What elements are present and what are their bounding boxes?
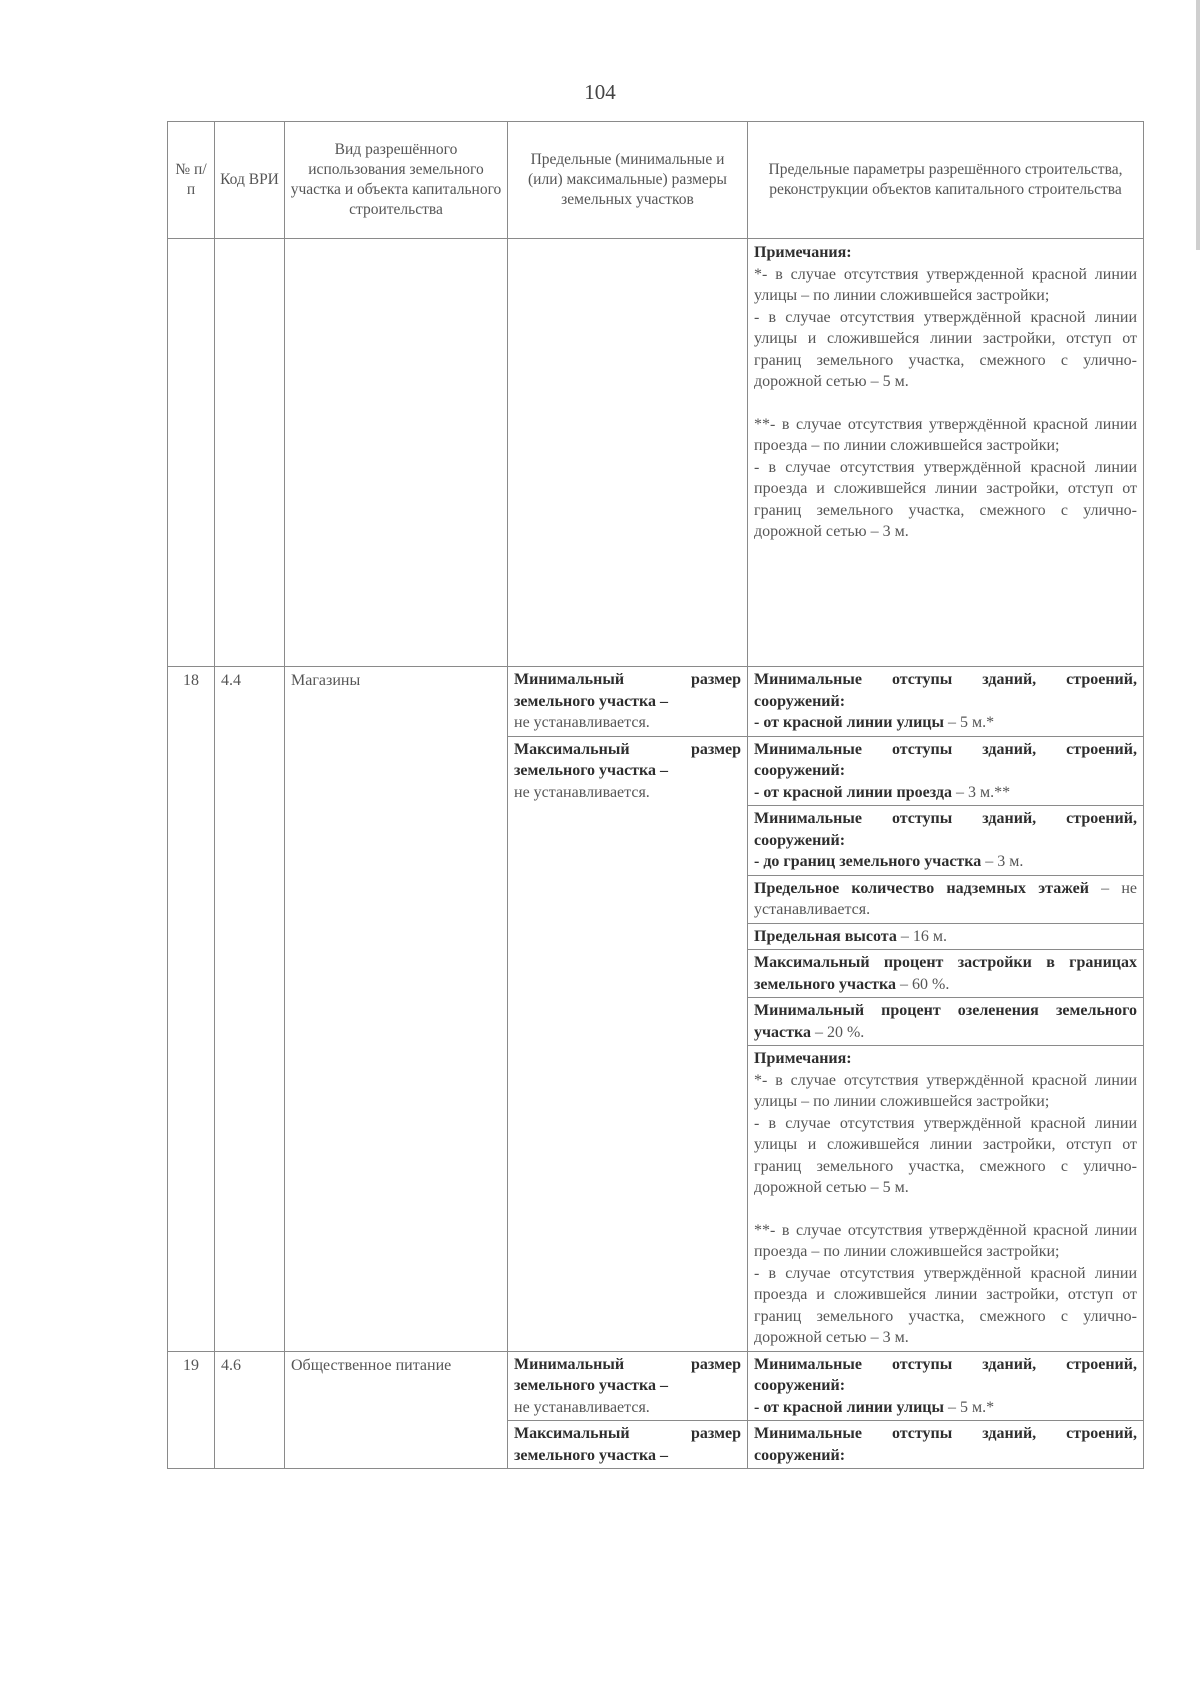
param-value: – 16 м.: [896, 927, 947, 945]
param-value: – 5 м.*: [944, 714, 995, 731]
regulations-table: [167, 121, 1144, 1469]
param-label: Максимальный процент застройки в границах земельного участка: [754, 954, 1137, 993]
row-params: [748, 667, 1144, 1352]
param-label: Минимальные отступы зданий, строений, сооружений:: [754, 1355, 1137, 1394]
note-line: *- в случае отсутствия утвержденной красной линии улицы – по линии сложившейся застройки;: [754, 265, 1137, 304]
param-cell: [748, 737, 1143, 807]
header-num: № п/п: [168, 122, 215, 239]
param-label: Минимальные отступы зданий, строений, сооружений:: [754, 740, 1137, 779]
max-size-value: не устанавливается.: [514, 783, 650, 801]
param-sub: - от красной линии улицы: [754, 714, 944, 731]
header-type: Вид разрешённого использования земельного участка и объекта капитального строительства: [285, 122, 508, 239]
header-code: Код ВРИ: [215, 122, 285, 239]
row-type: Магазины: [285, 667, 508, 1352]
param-cell: [748, 876, 1143, 924]
min-size-cell: [508, 667, 747, 737]
notes-title: Примечания:: [754, 244, 852, 261]
min-size-value: не устанавливается.: [514, 714, 650, 731]
header-params: Предельные параметры разрешённого строительства, реконструкции объектов капитального строительства: [748, 122, 1144, 239]
param-value: – 3 м.**: [951, 783, 1011, 801]
row-sizes: [508, 667, 748, 1352]
min-size-value: не устанавливается.: [514, 1398, 650, 1416]
max-size-cell: [508, 1421, 747, 1468]
param-cell: [748, 806, 1143, 876]
continuation-notes: [748, 239, 1144, 667]
param-value: – 60 %.: [896, 975, 950, 993]
row-sizes: [508, 1351, 748, 1469]
note-line: - в случае отсутствия утверждённой красной линии проезда и сложившейся линии застройки, отступ от границ земельного участка, смежного с улично-дорожной сетью – 3 м.: [754, 458, 1137, 540]
table-row-18: [168, 667, 1144, 1352]
row-num: 19: [168, 1351, 215, 1469]
note-line: - в случае отсутствия утверждённой красной линии улицы и сложившейся линии застройки, отступ от границ земельного участка, смежного с улично-дорожной сетью – 5 м.: [754, 1114, 1137, 1196]
param-sub: - от красной линии проезда: [754, 783, 952, 801]
table-row-19: [168, 1351, 1144, 1469]
param-sub: - от красной линии улицы: [754, 1398, 944, 1416]
param-cell: [748, 667, 1143, 737]
header-row: [168, 122, 1144, 239]
header-sizes: Предельные (минимальные и (или) максимальные) размеры земельных участков: [508, 122, 748, 239]
table-row-continuation: [168, 239, 1144, 667]
note-line: - в случае отсутствия утверждённой красной линии улицы и сложившейся линии застройки, отступ от границ земельного участка, смежного с улично-дорожной сетью – 5 м.: [754, 308, 1137, 390]
note-line: **- в случае отсутствия утверждённой красной линии проезда – по линии сложившейся застройки;: [754, 415, 1137, 454]
param-sub: - до границ земельного участка: [754, 853, 982, 870]
param-cell: [748, 998, 1143, 1046]
min-size-cell: [508, 1352, 747, 1422]
scan-edge-mark: [1196, 0, 1200, 250]
param-label: Предельная высота: [754, 927, 897, 945]
max-size-cell: [508, 737, 747, 806]
row-num: 18: [168, 667, 215, 1352]
param-label: Предельное количество надземных этажей: [754, 879, 1089, 897]
max-size-label: Максимальный размер земельного участка –: [514, 740, 741, 779]
param-label: Минимальные отступы зданий, строений, сооружений:: [754, 1425, 1137, 1464]
notes-title: Примечания:: [754, 1050, 852, 1067]
row-code: 4.6: [215, 1351, 285, 1469]
note-line: - в случае отсутствия утверждённой красной линии проезда и сложившейся линии застройки, отступ от границ земельного участка, смежного с улично-дорожной сетью – 3 м.: [754, 1264, 1137, 1346]
param-label: Минимальный процент озеленения земельного участка: [754, 1002, 1137, 1041]
notes-cell: [748, 1046, 1143, 1351]
param-value: – 20 %.: [810, 1023, 865, 1041]
max-size-label: Максимальный размер земельного участка –: [514, 1425, 741, 1464]
row-type: Общественное питание: [285, 1351, 508, 1469]
param-cell: [748, 1421, 1143, 1468]
param-label: Минимальные отступы зданий, строений, сооружений:: [754, 671, 1137, 710]
min-size-label: Минимальный размер земельного участка –: [514, 671, 741, 710]
page-number: 104: [584, 80, 616, 104]
min-size-label: Минимальный размер земельного участка –: [514, 1355, 741, 1394]
param-cell: [748, 950, 1143, 998]
row-params: [748, 1351, 1144, 1469]
param-cell: [748, 924, 1143, 951]
param-value: – не устанавливается.: [754, 879, 1137, 918]
note-line: **- в случае отсутствия утверждённой красной линии проезда – по линии сложившейся застройки;: [754, 1221, 1137, 1260]
param-label: Минимальные отступы зданий, строений, сооружений:: [754, 810, 1137, 849]
param-value: – 3 м.: [981, 853, 1024, 870]
param-value: – 5 м.*: [944, 1398, 995, 1416]
param-cell: [748, 1352, 1143, 1422]
note-line: *- в случае отсутствия утверждённой красной линии улицы – по линии сложившейся застройки;: [754, 1071, 1137, 1110]
row-code: 4.4: [215, 667, 285, 1352]
